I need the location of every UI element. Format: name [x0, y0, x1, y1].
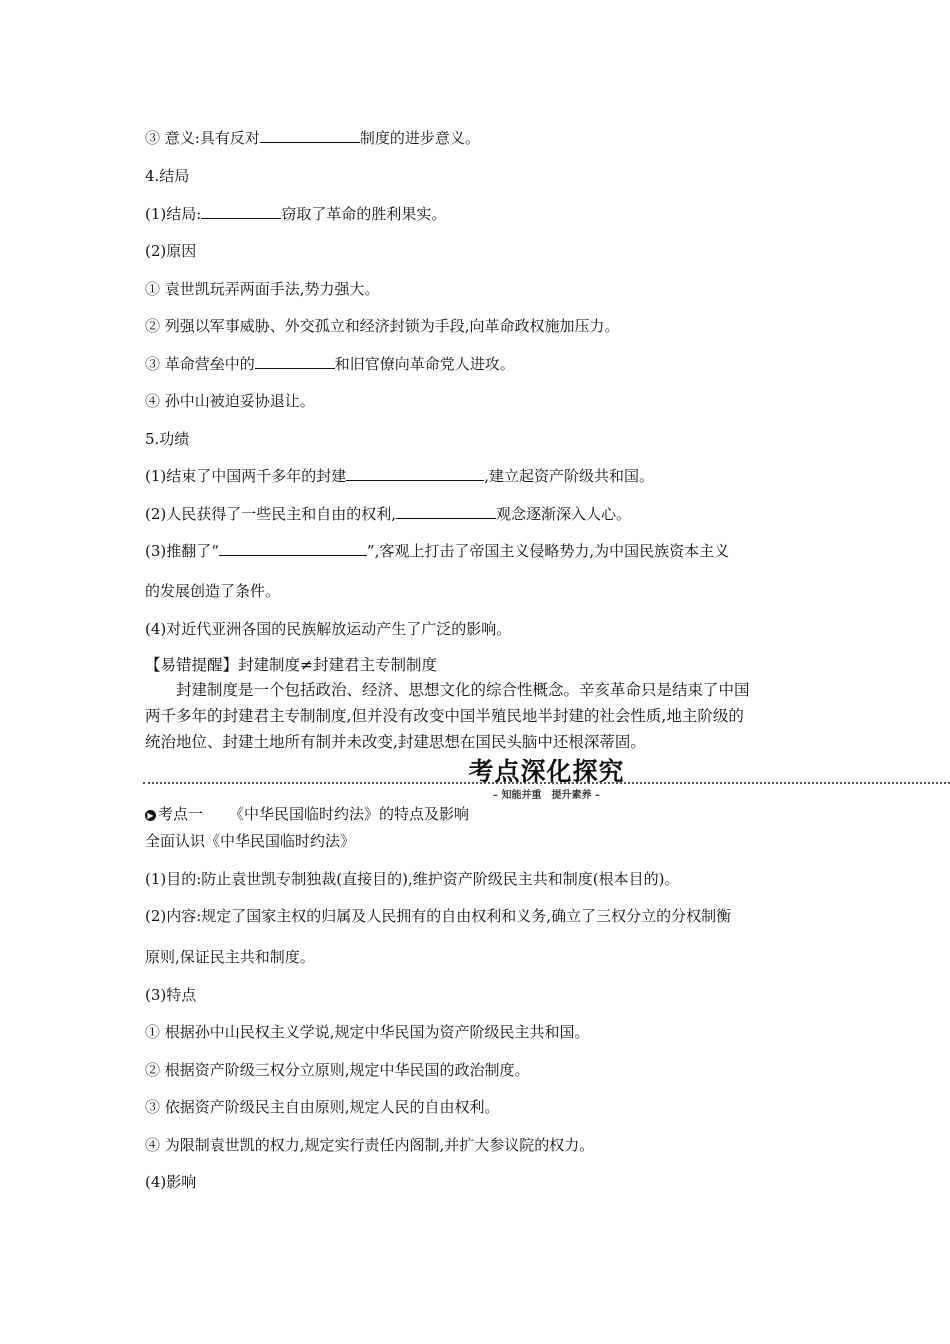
intro-line: 全面认识《中华民国临时约法》	[145, 832, 356, 850]
section-banner	[143, 752, 950, 802]
fill-blank[interactable]	[255, 354, 335, 369]
mistake-reminder-title: 【易错提醒】封建制度≠封建君主专制制度	[145, 656, 437, 674]
mistake-reminder-body-1: 封建制度是一个包括政治、经济、思想文化的综合性概念。辛亥革命只是结束了中国	[176, 681, 750, 699]
reason-1: ① 袁世凯玩弄两面手法,势力强大。	[145, 280, 380, 298]
meaning-text: ③ 意义:具有反对	[145, 129, 260, 147]
reason-2: ② 列强以军事威胁、外交孤立和经济封锁为手段,向革命政权施加压力。	[145, 317, 620, 335]
dotted-divider	[143, 782, 950, 784]
achievement-3	[145, 541, 729, 561]
achievement-3-text: (3)推翻了“	[145, 542, 219, 560]
achievement-1	[145, 466, 654, 486]
kaodian-heading	[145, 804, 469, 824]
achievement-2	[145, 504, 631, 524]
purpose-line: (1)目的:防止袁世凯专制独裁(直接目的),维护资产阶级民主共和制度(根本目的)。	[145, 870, 680, 888]
fill-blank[interactable]	[396, 504, 496, 519]
feature-3: ③ 依据资产阶级民主自由原则,规定人民的自由权利。	[145, 1098, 500, 1116]
meaning-text-end: 制度的进步意义。	[359, 129, 480, 147]
banner-subtitle: – 知能并重 提升素养 –	[493, 790, 600, 801]
fill-blank[interactable]	[219, 541, 367, 556]
outcome-text: 窃取了革命的胜利果实。	[281, 205, 447, 223]
achievement-2-end: 观念逐渐深入人心。	[496, 505, 632, 523]
feature-4: ④ 为限制袁世凯的权力,规定实行责任内阁制,并扩大参议院的权力。	[145, 1136, 595, 1154]
achievement-1-text: (1)结束了中国两千多年的封建	[145, 467, 347, 485]
heading-outcome: 4.结局	[145, 167, 190, 185]
fill-blank[interactable]	[346, 466, 484, 481]
content-line: (2)内容:规定了国家主权的归属及人民拥有的自由权利和义务,确立了三权分立的分权制衡	[145, 907, 732, 925]
fill-blank[interactable]	[260, 128, 360, 143]
mistake-reminder-body-3: 统治地位、封建土地所有制并未改变,封建思想在国民头脑中还根深蒂固。	[145, 733, 646, 751]
outcome-line	[145, 204, 446, 224]
banner-title: 考点深化探究	[468, 757, 625, 786]
fill-blank[interactable]	[201, 204, 281, 219]
impact-heading: (4)影响	[145, 1173, 197, 1191]
outcome-label: (1)结局:	[145, 205, 202, 223]
content-line-cont: 原则,保证民主共和制度。	[145, 948, 315, 966]
achievement-3-cont: 的发展创造了条件。	[145, 582, 281, 600]
achievement-2-text: (2)人民获得了一些民主和自由的权利,	[145, 505, 397, 523]
reason-3-text: ③ 革命营垒中的	[145, 355, 255, 373]
mistake-reminder-body-2: 两千多年的封建君主专制制度,但并没有改变中国半殖民地半封建的社会性质,地主阶级的	[145, 707, 744, 725]
feature-2: ② 根据资产阶级三权分立原则,规定中华民国的政治制度。	[145, 1061, 530, 1079]
reason-3-end: 和旧官僚向革命党人进攻。	[334, 355, 515, 373]
kaodian-title: 《中华民国临时约法》的特点及影响	[229, 805, 470, 823]
reason-4: ④ 孙中山被迫妥协退让。	[145, 392, 315, 410]
heading-achievements: 5.功绩	[145, 430, 190, 448]
reason-heading: (2)原因	[145, 242, 197, 260]
reason-3	[145, 354, 515, 374]
achievement-3-end: ”,客观上打击了帝国主义侵略势力,为中国民族资本主义	[366, 542, 730, 560]
features-heading: (3)特点	[145, 986, 197, 1004]
achievement-1-end: ,建立起资产阶级共和国。	[484, 467, 655, 485]
kaodian-label: 考点一	[158, 805, 204, 823]
arrow-bullet-icon: ▶	[145, 810, 156, 821]
meaning-line	[145, 128, 480, 148]
feature-1: ① 根据孙中山民权主义学说,规定中华民国为资产阶级民主共和国。	[145, 1023, 590, 1041]
achievement-4: (4)对近代亚洲各国的民族解放运动产生了广泛的影响。	[145, 620, 512, 638]
